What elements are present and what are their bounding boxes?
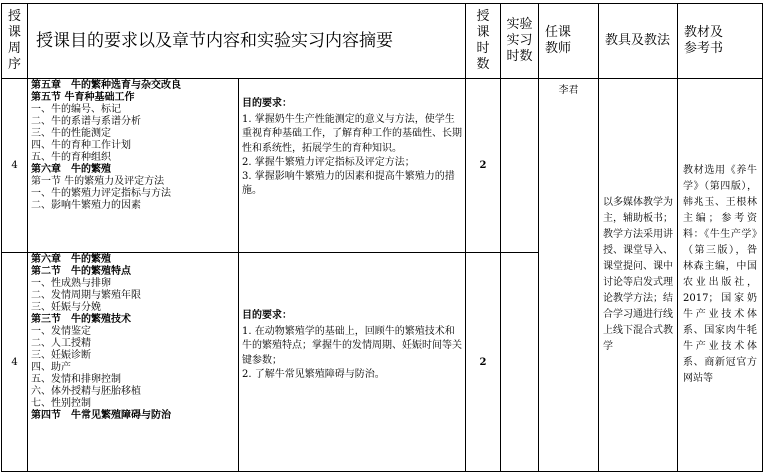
class-hours: 2 (466, 79, 501, 253)
content-line: 一、牛的繁殖力评定指标与方法 (31, 188, 171, 199)
teacher-cell (539, 79, 599, 472)
content-line: 第五节 牛育种基础工作 (31, 92, 135, 103)
chapter-content (28, 253, 239, 472)
content-line: 七、性别控制 (31, 398, 91, 409)
content-line: 一、性成熟与排卵 (31, 278, 111, 289)
objective-item: 3. 掌握影响牛繁殖力的因素和提高牛繁殖力的措施。 (242, 171, 455, 197)
week-number: 4 (2, 79, 28, 253)
objectives-title: 目的要求： (242, 310, 292, 321)
chapter-content (28, 79, 239, 253)
header-method: 教具及教法 (599, 4, 678, 79)
content-line: 四、助产 (31, 362, 71, 373)
content-line: 二、牛的系谱与系谱分析 (31, 116, 141, 127)
objective-item: 1. 掌握奶牛生产性能测定的意义与方法，使学生重视育种基础工作，了解育种工作的基础性、长期性和系统性，拓展学生的育种知识。 (242, 114, 462, 154)
objective-item: 2. 了解牛常见繁殖障碍与防治。 (242, 368, 385, 380)
header-row (2, 4, 763, 79)
content-line: 第三节 牛的繁殖技术 (31, 314, 131, 325)
content-line: 二、发情周期与繁殖年限 (31, 290, 141, 301)
header-lab-hours: 实验 实习 时数 (501, 4, 539, 79)
content-line: 第六章 牛的繁殖 (31, 164, 111, 175)
content-line: 二、人工授精 (31, 338, 91, 349)
class-hours: 2 (466, 253, 501, 472)
content-line: 一、发情鉴定 (31, 326, 91, 337)
syllabus-table (1, 3, 763, 472)
content-line: 二、影响牛繁殖力的因素 (31, 200, 141, 211)
content-line: 六、体外授精与胚胎移植 (31, 386, 141, 397)
objectives-cell (239, 253, 466, 472)
table-row (2, 79, 763, 253)
lab-hours (501, 79, 539, 253)
content-line: 三、妊娠诊断 (31, 350, 91, 361)
content-line: 第一节 牛的繁殖力及评定方法 (31, 176, 165, 187)
header-teacher: 任课 教师 (539, 4, 599, 79)
content-line: 第二节 牛的繁殖特点 (31, 266, 131, 277)
content-line: 五、牛的育种组织 (31, 152, 111, 163)
objectives-title: 目的要求： (242, 98, 292, 109)
content-line: 第五章 牛的繁种选育与杂交改良 (31, 80, 181, 91)
content-line: 第六章 牛的繁殖 (31, 254, 111, 265)
week-number: 4 (2, 253, 28, 472)
method-cell: 以多媒体教学为主，辅助板书；教学方法采用讲授、课堂导入、课堂提问、课中讨论等启发式理论教学方法；结合学习通进行线上线下混合式教学 (599, 79, 678, 472)
content-line: 一、牛的编号、标记 (31, 104, 121, 115)
header-textbook: 教材及 参考书 (678, 4, 763, 79)
header-summary: 授课目的要求以及章节内容和实验实习内容摘要 (28, 4, 466, 79)
header-hours: 授 课 时 数 (466, 4, 501, 79)
header-week: 授 课 周 序 (2, 4, 28, 79)
objective-item: 2. 掌握牛繁殖力评定指标及评定方法； (242, 156, 415, 168)
teacher-name: 李君 (558, 85, 579, 96)
objective-item: 1. 在动物繁殖学的基础上，回顾牛的繁殖技术和牛的繁殖特点；掌握牛的发情周期、妊娠时间等关键参数； (242, 326, 462, 366)
lab-hours (501, 253, 539, 472)
content-line: 五、发情和排卵控制 (31, 374, 121, 385)
content-line: 三、牛的性能测定 (31, 128, 111, 139)
objectives-cell (239, 79, 466, 253)
content-line: 三、妊娠与分娩 (31, 302, 101, 313)
textbook-cell: 教材选用《养牛学》（第四版），韩兆玉、王根林主编；参考资料：《牛生产学》（第三版），昝林森主编，中国农业出版社，2017；国家奶牛产业技术体系、国家肉牛牦牛产业技术体系、商新冠官方网站等 (678, 79, 763, 472)
content-line: 四、牛的育种工作计划 (31, 140, 131, 151)
content-line: 第四节 牛常见繁殖障碍与防治 (31, 410, 171, 421)
